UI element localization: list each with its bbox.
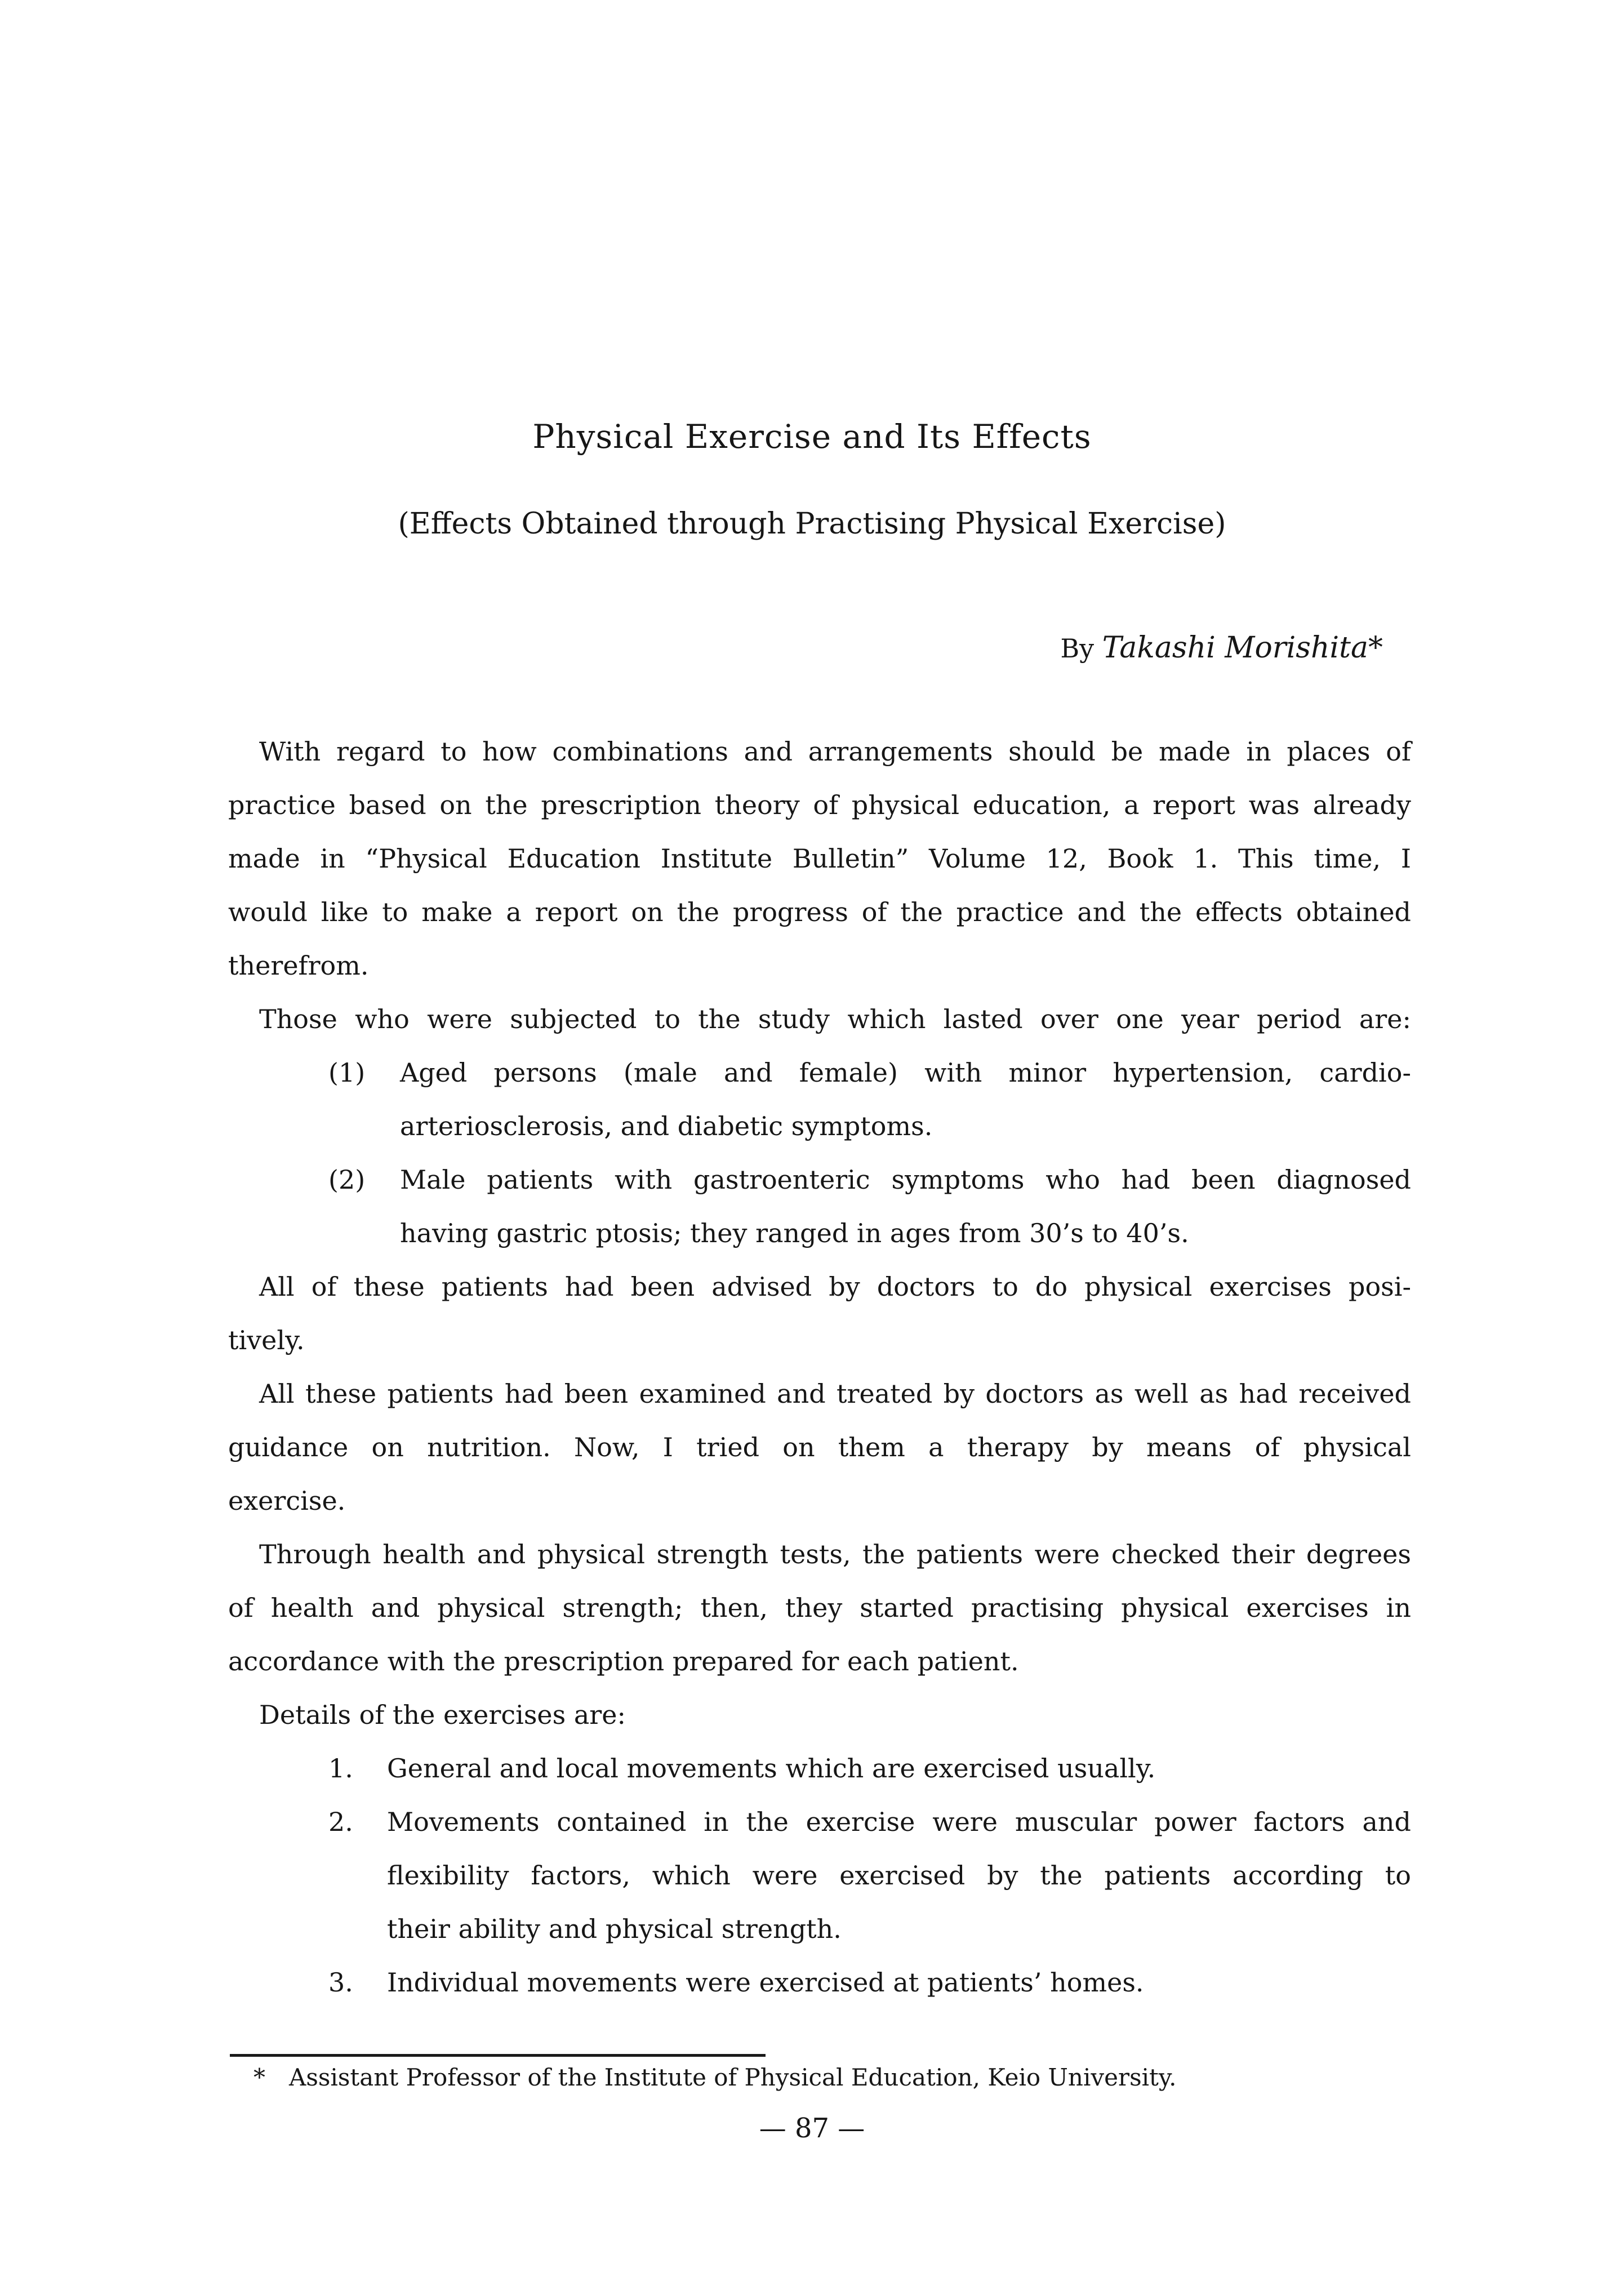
text-line bbox=[228, 1902, 1411, 1956]
text-line bbox=[228, 886, 1411, 939]
text-line bbox=[228, 1581, 1411, 1635]
byline-prefix: By bbox=[1060, 633, 1094, 664]
line-text: General and local movements which are exercised usually. bbox=[387, 1753, 1156, 1784]
line-text: flexibility factors, which were exercised by the patients according to bbox=[387, 1860, 1411, 1891]
byline bbox=[228, 624, 1383, 672]
footnote-marker: * bbox=[253, 2064, 265, 2091]
line-text: With regard to how combinations and arrangements should be made in places of bbox=[259, 736, 1411, 767]
list-marker: 3. bbox=[328, 1967, 353, 1998]
text-line bbox=[228, 1635, 1411, 1688]
text-line bbox=[228, 939, 1411, 993]
text-line bbox=[228, 1742, 1411, 1795]
text-line bbox=[228, 1260, 1411, 1314]
list-marker: 2. bbox=[328, 1807, 353, 1837]
text-line bbox=[228, 1474, 1411, 1528]
footnote-rule bbox=[230, 2054, 766, 2057]
line-text: practice based on the prescription theory of physical education, a report was already bbox=[228, 790, 1411, 820]
text-line bbox=[228, 1314, 1411, 1367]
text-line bbox=[228, 1153, 1411, 1207]
text-line bbox=[228, 779, 1411, 832]
line-text: Aged persons (male and female) with minor hypertension, cardio- bbox=[400, 1057, 1411, 1088]
line-text: accordance with the prescription prepared for each patient. bbox=[228, 1646, 1019, 1677]
text-line bbox=[228, 1367, 1411, 1421]
line-text: of health and physical strength; then, they started practising physical exercises in bbox=[228, 1593, 1411, 1623]
line-text: arteriosclerosis, and diabetic symptoms. bbox=[400, 1111, 933, 1141]
line-text: would like to make a report on the progress of the practice and the effects obtained bbox=[228, 897, 1411, 927]
line-text: tively. bbox=[228, 1325, 305, 1355]
text-line bbox=[228, 1046, 1411, 1100]
footnote-text: Assistant Professor of the Institute of Physical Education, Keio University. bbox=[289, 2064, 1177, 2091]
line-text: Through health and physical strength tests, the patients were checked their degrees bbox=[259, 1539, 1411, 1569]
text-line bbox=[228, 725, 1411, 779]
text-line bbox=[228, 1528, 1411, 1581]
line-text: having gastric ptosis; they ranged in ages from 30’s to 40’s. bbox=[400, 1218, 1189, 1248]
page-number: — 87 — bbox=[759, 2113, 865, 2144]
list-marker: 1. bbox=[328, 1753, 353, 1784]
line-text: their ability and physical strength. bbox=[387, 1914, 842, 1944]
author-name: Takashi Morishita* bbox=[1102, 631, 1383, 665]
text-line bbox=[228, 1849, 1411, 1902]
line-text: All of these patients had been advised by doctors to do physical exercises posi- bbox=[259, 1271, 1411, 1302]
page-title: Physical Exercise and Its Effects bbox=[532, 417, 1092, 456]
list-marker: (1) bbox=[328, 1057, 366, 1088]
text-line bbox=[228, 993, 1411, 1046]
line-text: Movements contained in the exercise were muscular power factors and bbox=[387, 1807, 1411, 1837]
line-text: made in “Physical Education Institute Bulletin” Volume 12, Book 1. This time, I bbox=[228, 843, 1411, 874]
line-text: therefrom. bbox=[228, 950, 369, 981]
text-line bbox=[228, 1421, 1411, 1474]
page-subtitle: (Effects Obtained through Practising Physical Exercise) bbox=[398, 507, 1226, 541]
line-text: Individual movements were exercised at patients’ homes. bbox=[387, 1967, 1144, 1998]
line-text: Male patients with gastroenteric symptoms who had been diagnosed bbox=[400, 1164, 1411, 1195]
line-text: Details of the exercises are: bbox=[259, 1700, 626, 1730]
line-text: guidance on nutrition. Now, I tried on them a therapy by means of physical bbox=[228, 1432, 1411, 1462]
list-marker: (2) bbox=[328, 1164, 366, 1195]
text-line bbox=[228, 832, 1411, 886]
footnote bbox=[228, 2060, 1411, 2096]
line-text: Those who were subjected to the study which lasted over one year period are: bbox=[259, 1004, 1411, 1034]
text-line bbox=[228, 1956, 1411, 2009]
line-text: exercise. bbox=[228, 1486, 346, 1516]
line-text: All these patients had been examined and treated by doctors as well as had received bbox=[259, 1379, 1411, 1409]
text-line bbox=[228, 1795, 1411, 1849]
text-line bbox=[228, 1688, 1411, 1742]
text-line bbox=[228, 1100, 1411, 1153]
text-line bbox=[228, 1207, 1411, 1260]
document-body bbox=[228, 725, 1411, 2009]
